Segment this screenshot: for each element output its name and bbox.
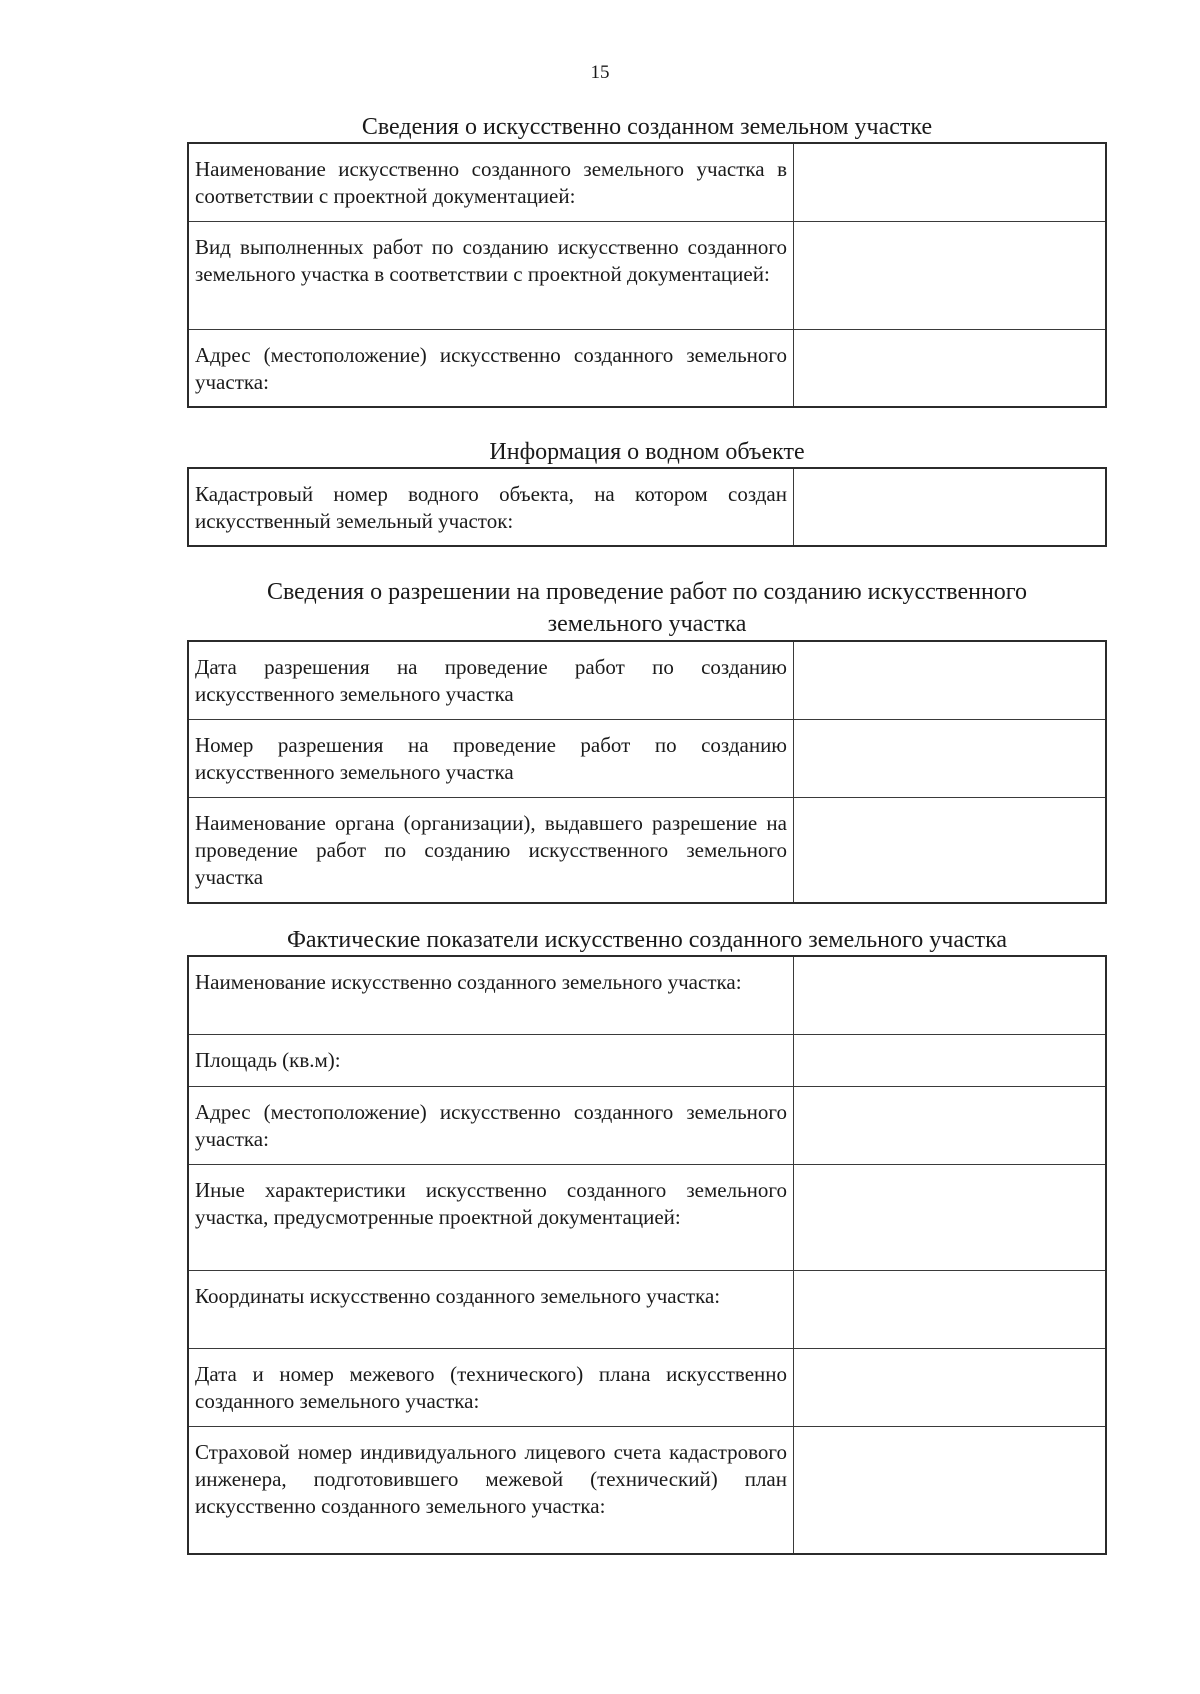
row-value-field[interactable] — [794, 143, 1107, 221]
row-value-field[interactable] — [794, 797, 1107, 903]
table-row — [188, 797, 1106, 903]
row-value-field[interactable] — [794, 1086, 1107, 1164]
table-row — [188, 956, 1106, 1034]
table-row — [188, 1164, 1106, 1270]
section-title-line: Сведения о разрешении на проведение работ по созданию искусственного — [266, 579, 1028, 605]
row-label: Страховой номер индивидуального лицевого счета кадастрового инженера, подготовившего межевой (технический) план искусственно созданного земельного участка: — [188, 1426, 794, 1554]
row-value-field[interactable] — [794, 641, 1107, 719]
section-title-line: земельного участка — [547, 611, 747, 637]
row-label: Наименование органа (организации), выдавшего разрешение на проведение работ по созданию искусственного земельного участка — [188, 797, 794, 903]
row-value-field[interactable] — [794, 221, 1107, 329]
table-row — [188, 1348, 1106, 1426]
section-water-object-info — [187, 437, 1107, 547]
row-label: Вид выполненных работ по созданию искусственно созданного земельного участка в соответствии с проектной документацией: — [188, 221, 794, 329]
row-value-field[interactable] — [794, 468, 1107, 546]
section-artificial-plot-info — [187, 112, 1107, 408]
row-label: Номер разрешения на проведение работ по созданию искусственного земельного участка — [188, 719, 794, 797]
table-row — [188, 719, 1106, 797]
section-title: Фактические показатели искусственно созданного земельного участка — [286, 927, 1008, 953]
permit-info-table — [187, 640, 1107, 904]
row-value-field[interactable] — [794, 956, 1107, 1034]
row-label: Дата разрешения на проведение работ по созданию искусственного земельного участка — [188, 641, 794, 719]
actual-indicators-table — [187, 955, 1107, 1555]
section-title — [187, 576, 1107, 640]
table-row — [188, 1426, 1106, 1554]
table-row — [188, 641, 1106, 719]
table-row — [188, 143, 1106, 221]
row-value-field[interactable] — [794, 1034, 1107, 1086]
row-value-field[interactable] — [794, 1426, 1107, 1554]
row-value-field[interactable] — [794, 1270, 1107, 1348]
page-number: 15 — [590, 62, 610, 83]
row-label: Адрес (местоположение) искусственно созданного земельного участка: — [188, 329, 794, 407]
row-label: Координаты искусственно созданного земельного участка: — [188, 1270, 794, 1348]
artificial-plot-info-table — [187, 142, 1107, 408]
water-object-info-table — [187, 467, 1107, 547]
row-value-field[interactable] — [794, 719, 1107, 797]
table-row — [188, 468, 1106, 546]
table-row — [188, 1270, 1106, 1348]
row-label: Наименование искусственно созданного земельного участка в соответствии с проектной документацией: — [188, 143, 794, 221]
table-row — [188, 1034, 1106, 1086]
row-value-field[interactable] — [794, 1348, 1107, 1426]
row-value-field[interactable] — [794, 1164, 1107, 1270]
row-value-field[interactable] — [794, 329, 1107, 407]
row-label: Площадь (кв.м): — [188, 1034, 794, 1086]
row-label: Наименование искусственно созданного земельного участка: — [188, 956, 794, 1034]
section-permit-info — [187, 576, 1107, 904]
table-row — [188, 329, 1106, 407]
row-label: Адрес (местоположение) искусственно созданного земельного участка: — [188, 1086, 794, 1164]
table-row — [188, 1086, 1106, 1164]
section-title: Сведения о искусственно созданном земельном участке — [361, 114, 933, 140]
section-title: Информация о водном объекте — [489, 439, 805, 465]
row-label: Иные характеристики искусственно созданного земельного участка, предусмотренные проектной документацией: — [188, 1164, 794, 1270]
row-label: Дата и номер межевого (технического) плана искусственно созданного земельного участка: — [188, 1348, 794, 1426]
section-actual-indicators — [187, 925, 1107, 1555]
table-row — [188, 221, 1106, 329]
row-label: Кадастровый номер водного объекта, на котором создан искусственный земельный участок: — [188, 468, 794, 546]
